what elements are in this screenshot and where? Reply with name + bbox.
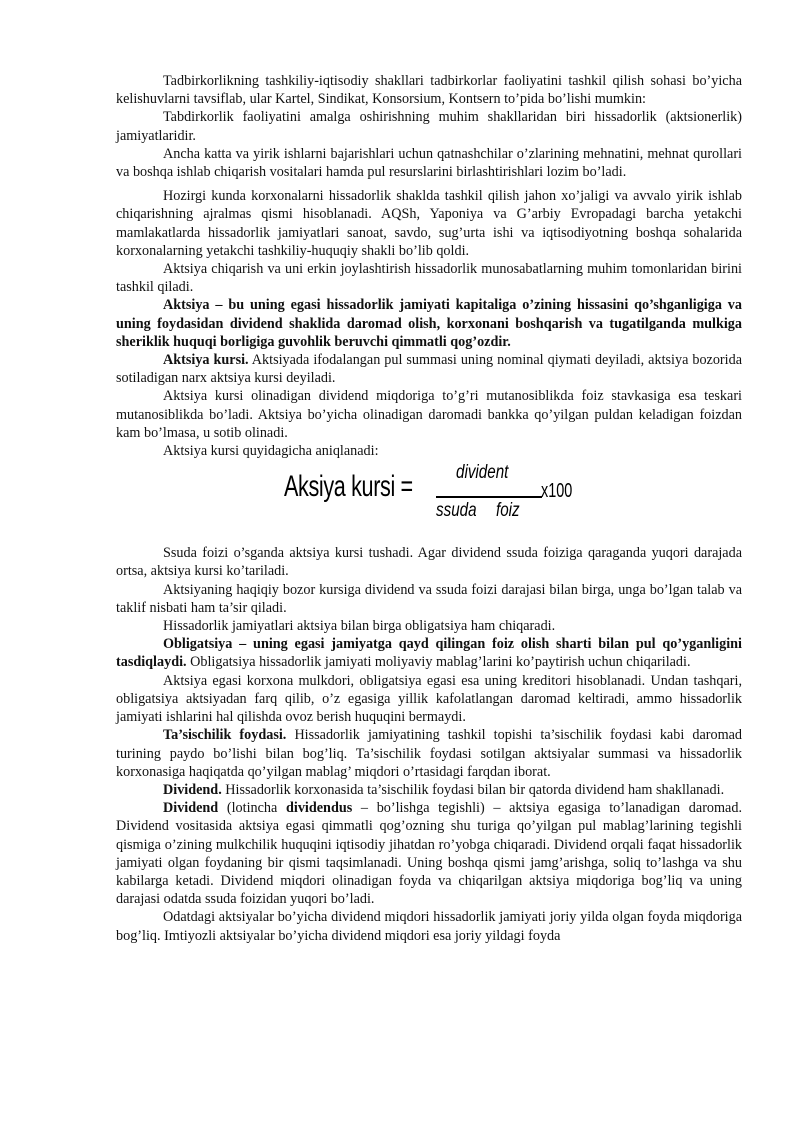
paragraph-bonds-issued: Hissadorlik jamiyatlari aktsiya bilan birga obligatsiya ham chiqaradi. xyxy=(163,618,556,635)
dividend-term-bold: Dividend xyxy=(163,800,219,817)
formula-denominator-interest: foiz xyxy=(496,500,520,522)
paragraph-joint-stock-forms: Tabdirkorlik faoliyatini amalga oshirishning muhim shakllaridan biri hissadorlik (aktsionerlik) jamiyatlaridir. xyxy=(116,109,742,144)
paragraph-interest-effect: Ssuda foizi o’sganda aktsiya kursi tushadi. Agar dividend ssuda foiziga qaraganda yuqori darajada ortsa, aktsiya kursi ko’tariladi. xyxy=(116,545,742,580)
bond-purpose-text: Obligatsiya hissadorlik jamiyati moliyaviy mablag’larini ko’paytirish uchun chiqariladi. xyxy=(186,654,691,671)
paragraph-founder-profit xyxy=(116,726,742,781)
founder-profit-term: Ta’sischilik foydasi. xyxy=(163,727,287,744)
share-price-text: Aktsiyada ifodalangan pul summasi uning nominal qiymati deyiladi, aktsiya bozorida sotiladigan narx aktsiya kursi deyiladi. xyxy=(116,352,742,387)
dividend-intro-text: Hissadorlik korxonasida ta’sischilik foydasi bilan bir qatorda dividend ham shakllanadi. xyxy=(221,781,725,798)
formula-block xyxy=(116,460,742,544)
bond-definition-text: Obligatsiya – uning egasi jamiyatga qayd qilingan foiz olish sharti bilan pul qo’yganligini tasdiqlaydi. xyxy=(116,636,742,671)
paragraph-formula-intro: Aktsiya kursi quyidagicha aniqlanadi: xyxy=(163,443,379,460)
formula-denominator-loan: ssuda xyxy=(436,500,477,522)
formula-multiplier: x100 xyxy=(541,480,573,503)
paragraph-owner-vs-creditor: Aktsiya egasi korxona mulkdori, obligatsiya egasi esa uning kreditori hisoblanadi. Undan tashqari, obligatsiya aktsiyadan farq qilib, o’z egasiga yillik kafolatlangan daromad keltiradi, ammo hissadorlik jamiyati ishlarini hal qilishda ovoz berish huquqini bermaydi. xyxy=(116,672,742,726)
dividend-term: Dividend. xyxy=(163,781,222,798)
formula-left-side: Aksiya kursi = xyxy=(284,470,413,504)
paragraph-share-price-ratio: Aktsiya kursi olinadigan dividend miqdoriga to’g’ri mutanosiblikda foiz stavkasiga esa teskari mutanosiblikda bo’ladi. Aktsiya bo’yicha olinadigan daromadi bankka qo’yilgan puldan keladigan foizdan kam bo’lmasa, u sotib olinadi. xyxy=(116,388,742,441)
dividend-latin-prefix: (lotincha xyxy=(218,800,286,817)
paragraph-share-definition xyxy=(116,296,742,351)
paragraph-dividend-definition xyxy=(116,799,742,908)
share-price-term: Aktsiya kursi. xyxy=(163,352,249,369)
share-price-formula xyxy=(284,462,574,540)
paragraph-market-price: Aktsiyaning haqiqiy bozor kursiga dividend va ssuda foizi darajasi bilan birga, unga bo’lgan talab va taklif nisbati ham ta’sir qiladi. xyxy=(116,581,742,616)
paragraph-business-forms: Tadbirkorlikning tashkiliy-iqtisodiy shakllari tadbirkorlar faoliyatini tashkil qilish sohasi bo’yicha kelishuvlarni tavsiflab, ular Kartel, Sindikat, Konsorsium, Kontsern to’pida bo’lishi mumkin: xyxy=(116,73,742,108)
paragraph-pooling-resources: Ancha katta va yirik ishlarni bajarishlari uchun qatnashchilar o’zlarining mehnatini, mehnat qurollari va boshqa ishlab chiqarish vositalari hamda pul resurslarini birlashtirishlari lozim bo’ladi. xyxy=(116,145,742,181)
share-definition-text: Aktsiya – bu uning egasi hissadorlik jamiyati kapitaliga o’zining hissasini qo’shganligiga va uning foydasidan dividend shaklida daromad olish, korxonani boshqarish va tugatilganda mulkiga sheriklik huquqi borligiga guvohlik beruvchi qimmatli qog’ozdir. xyxy=(116,297,742,350)
paragraph-share-price xyxy=(116,351,742,387)
paragraph-dividend-amount: Odatdagi aktsiyalar bo’yicha dividend miqdori hissadorlik jamiyati joriy yilda olgan foyda miqdoriga bog’liq. Imtiyozli aktsiyalar bo’yicha dividend miqdori esa joriy yildagi foyda xyxy=(116,909,742,944)
paragraph-share-issuance: Aktsiya chiqarish va uni erkin joylashtirish hissadorlik munosabatlarning muhim tomonlaridan birini tashkil qiladi. xyxy=(116,261,742,296)
founder-profit-text: Hissadorlik jamiyatining tashkil topishi ta’sischilik foydasi kabi daromad turining paydo bo’lishi bilan bog’liq. Ta’sischilik foydasi sotilgan aktsiyalar summasi va hissadorlik korxonasiga haqiqatda qo’yilgan mablag’ miqdori o’rtasidagi farqdan iborat. xyxy=(116,727,742,780)
paragraph-dividend-intro xyxy=(116,781,742,799)
paragraph-bond-definition xyxy=(116,635,742,671)
formula-numerator: divident xyxy=(456,462,509,484)
dividend-definition-text: – bo’lishga tegishli) – aktsiya egasiga to’lanadigan daromad. Dividend vositasida aktsiya egasi qimmatli qog’ozning shu turiga qo’yilgan pul mablag’larining tegishli qismiga o’zining mulkchilik huquqini iqtisodiy jihatdan ro’yobga chiqaradi. Dividend orqali faqat hissadorlik jamiyati olgan foydaning bir qismi taqsimlanadi. Uning boshqa qismi jamg’arishga, soliq to’lashga va shu kabilarga ketadi. Dividend miqdori olinadigan foyda va chiqarilgan aktsiya miqdoriga bog’liq va uning darajasi odatda ssuda foizidan yuqori bo’ladi. xyxy=(116,800,742,908)
paragraph-world-economy: Hozirgi kunda korxonalarni hissadorlik shaklda tashkil qilish jahon xo’jaligi va avvalo yirik ishlab chiqarishning ajralmas qismi hisoblanadi. AQSh, Yaponiya va G’arbiy Evropadagi barcha yetakchi mamlakatlarda hissadorlik jamiyatlari sanoat, savdo, sug’urta ishi va iqtisodiyotning boshqa sohalarida korxonalarning yetakchi tashkiliy-huquqiy shakli bo’lib qoldi. xyxy=(116,188,742,259)
document-page xyxy=(116,72,742,945)
formula-fraction-line xyxy=(436,496,542,498)
dividend-latin-term: dividendus xyxy=(286,800,353,817)
